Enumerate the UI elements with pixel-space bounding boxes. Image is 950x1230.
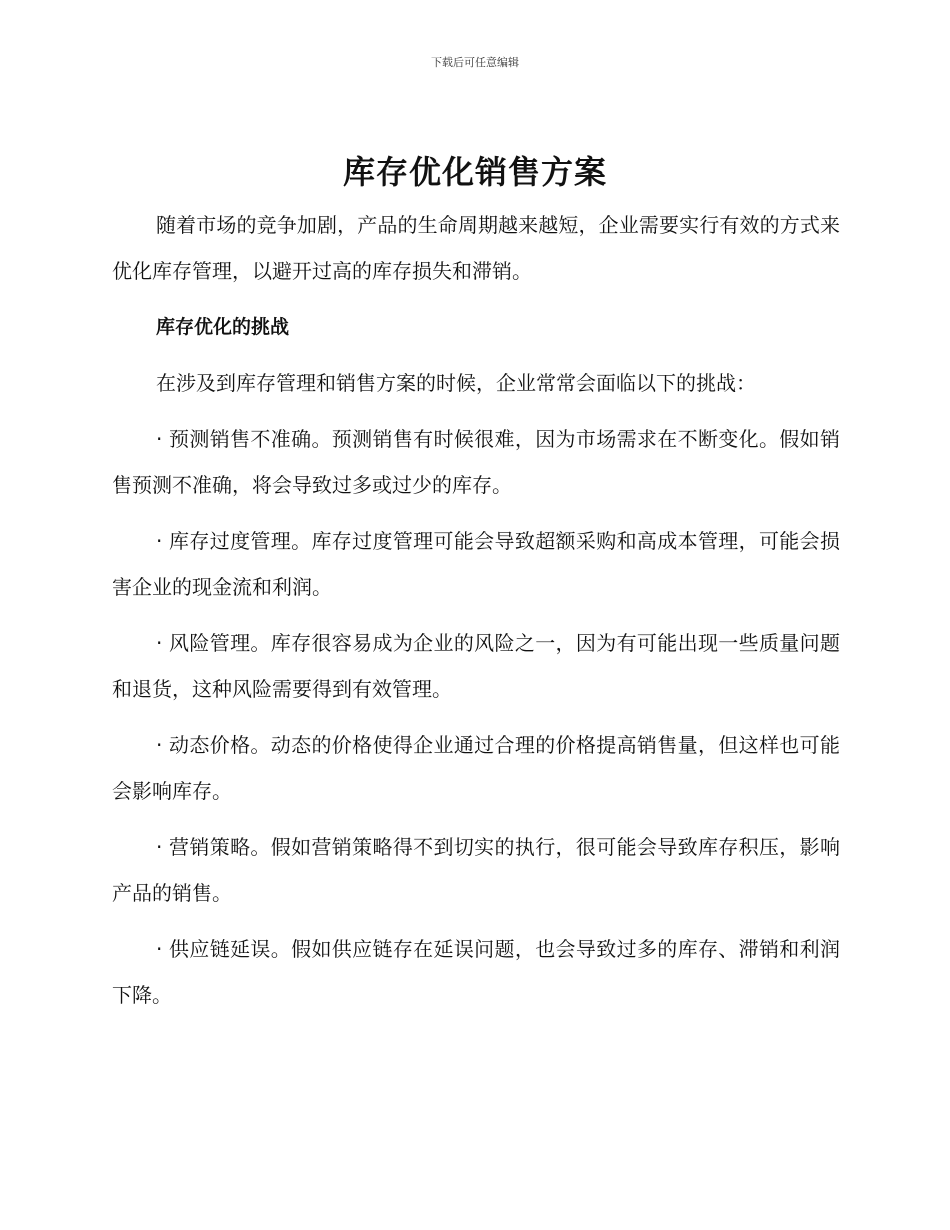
bullet-item: · 供应链延误。假如供应链存在延误问题，也会导致过多的库存、滞销和利润下降。 <box>112 937 840 1007</box>
bullet-item: · 预测销售不准确。预测销售有时候很难，因为市场需求在不断变化。假如销售预测不准确，将会导致过多或过少的库存。 <box>112 427 840 497</box>
lead-paragraph: 在涉及到库存管理和销售方案的时候，企业常常会面临以下的挑战： <box>156 371 756 395</box>
bullet-item: · 动态价格。动态的价格使得企业通过合理的价格提高销售量，但这样也可能会影响库存。 <box>112 733 840 803</box>
section-heading: 库存优化的挑战 <box>156 316 290 338</box>
intro-paragraph: 随着市场的竞争加剧，产品的生命周期越来越短，企业需要实行有效的方式来优化库存管理，以避开过高的库存损失和滞销。 <box>112 213 840 283</box>
document-title: 库存优化销售方案 <box>342 153 607 191</box>
bullet-item: · 风险管理。库存很容易成为企业的风险之一，因为有可能出现一些质量问题和退货，这种风险需要得到有效管理。 <box>112 631 840 701</box>
bullet-item: · 营销策略。假如营销策略得不到切实的执行，很可能会导致库存积压，影响产品的销售。 <box>112 835 840 905</box>
document-body <box>112 202 840 1028</box>
bullet-item: · 库存过度管理。库存过度管理可能会导致超额采购和高成本管理，可能会损害企业的现金流和利润。 <box>112 529 840 599</box>
header-note: 下载后可任意编辑 <box>431 56 519 69</box>
